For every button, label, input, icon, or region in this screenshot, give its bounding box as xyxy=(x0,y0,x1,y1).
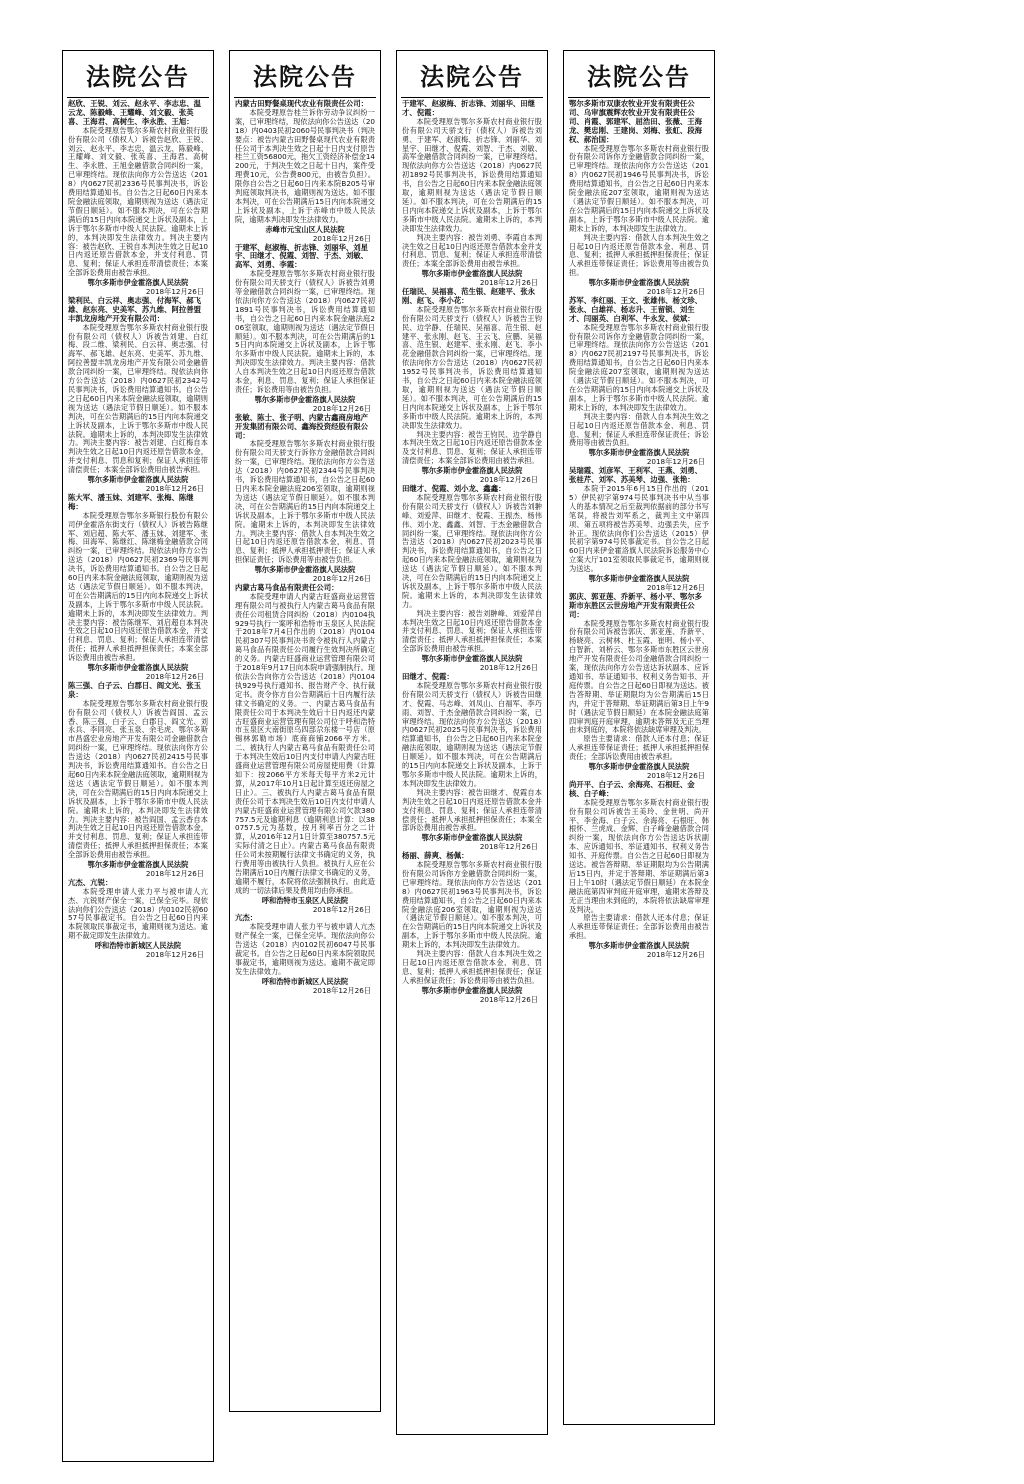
notice-paragraph: 本院受理原告鄂尔多斯农村商业银行股份有限公司天骄支行（债权人）诉被告刘翀峰、刘爱萍、田继才、倪霞、王振杰、杨伟伟、刘小龙、鑫鑫、刘智、于杰金融借款合同纠纷一案，已审理终结。现依法向你方公告送达（2018）内0627民初2023号民事判决书，诉讼费用结算通知书，自公告之日起60日内来本院金融法庭领取，逾期则视为送达（遇法定节假日顺延）。如不服本判决，可在公告期满后的15日内向本院递交上诉状及副本，上诉于鄂尔多斯市中级人民法院。逾期未上诉的，本判决即发生法律效力。 xyxy=(402,492,542,609)
notice-date: 2018年12月26日 xyxy=(145,672,204,681)
notice-date: 2018年12月26日 xyxy=(479,475,538,485)
notice-parties: 田继才、倪霞、刘小龙、鑫鑫： xyxy=(402,483,506,493)
court-notice xyxy=(569,297,709,467)
court-notice xyxy=(569,100,709,297)
notice-column-4 xyxy=(563,50,715,1425)
court-name: 呼和浩特市新城区人民法院 xyxy=(261,976,349,986)
notice-date: 2018年12月26日 xyxy=(312,233,371,243)
court-name: 鄂尔多斯市伊金霍洛旗人民法院 xyxy=(421,985,523,995)
court-notice xyxy=(569,467,709,593)
notice-date: 2018年12月26日 xyxy=(312,904,371,914)
court-name: 鄂尔多斯市伊金霍洛旗人民法院 xyxy=(421,833,523,843)
court-notice xyxy=(402,673,542,852)
court-notice xyxy=(235,414,375,584)
court-name: 鄂尔多斯市伊金霍洛旗人民法院 xyxy=(254,565,356,575)
court-name: 呼和浩特市新城区人民法院 xyxy=(94,941,182,951)
court-name: 呼和浩特市玉泉区人民法院 xyxy=(261,895,349,905)
court-name: 鄂尔多斯市伊金霍洛旗人民法院 xyxy=(588,941,690,951)
notice-date: 2018年12月26日 xyxy=(646,950,705,960)
notice-date: 2018年12月26日 xyxy=(145,483,204,493)
notice-parties: 内蒙古田野餐桌现代农业有限责任公司： xyxy=(235,99,369,108)
court-notice xyxy=(68,879,208,960)
notice-paragraph: 判决主要内容：借款人自本判决生效之日起10日内返还原告借款本金、利息、罚息、复利；抵押人承担抵押担保责任；保证人承担保证责任；诉讼费用等由被告负担。 xyxy=(402,949,542,985)
notice-paragraph: 本院受理原告鄂尔多斯农村商业银行股份有限公司天骄支行（债权人）诉被告刘勇、于建军、赵淑梅、折志锋、刘丽华、刘星宇、田继才、倪霞、刘智、于杰、刘敏、高军金融借款合同纠纷一案，已审理终结。现依法向你方公告送达（2018）内0627民初1892号民事判决书，诉讼费用结算通知书，自公告之日起60日内来本院金融法庭领取，逾期则视为送达（遇法定节假日顺延）。如不服本判决，可在公告期满后的15日内向本院递交上诉状及副本，上诉于鄂尔多斯市中级人民法院。逾期未上诉的，本判决即发生法律效力。 xyxy=(402,116,542,233)
notice-date: 2018年12月26日 xyxy=(646,287,705,297)
notice-parties: 任瑞民、吴福喜、范生银、赵建平、张永刚、赵飞、李小花： xyxy=(402,287,536,305)
notice-paragraph: 判决主要内容：被告田继才、倪霞自本判决生效之日起10日内返还原告借款本金并支付利息、罚息、复利；保证人承担连带清偿责任；抵押人承担抵押担保责任；本案全部诉讼费用由被告承担。 xyxy=(402,787,542,833)
notice-paragraph: 本院受理申请人张力平与被申请人亢杰财产保全一案，已保全完毕。现依法向你公告送达（2018）内0102民初6047号民事裁定书。自公告之日起60日内来本院领取民事裁定书，逾期则视为送达。逾期不裁定即发生法律效力。 xyxy=(235,922,375,976)
notice-parties: 内蒙古葛马食品有限责任公司： xyxy=(235,582,339,592)
notice-date: 2018年12月26日 xyxy=(145,950,204,960)
notice-paragraph: 本院受理原告鄂尔多斯农村商业银行股份有限公司诉你方金融借款合同纠纷一案，已审理终结。现依法向你方公告送达（2018）内0627民初1963号民事判决书，诉讼费用结算通知书，自公告之日起60日内来本院金融法庭206室领取，逾期则视为送达（遇法定节假日顺延）。如不服本判决，可在公告期满后的15日内向本院递交上诉状及副本，上诉于鄂尔多斯市中级人民法院。逾期未上诉的，本判决即发生法律效力。 xyxy=(402,860,542,950)
court-notice xyxy=(569,781,709,960)
court-notice xyxy=(68,494,208,682)
notice-parties: 亢杰、亢锐： xyxy=(68,877,113,887)
court-name: 赤峰市元宝山区人民法院 xyxy=(265,224,345,234)
notice-paragraph: 本院受理原告鄂尔多斯农村商业银行股份有限公司天骄支行诉你方金融借款合同纠纷一案，已审理终结。现依法向你方公告送达（2018）内0627民初2344号民事判决书，诉讼费用结算通知书，自公告之日起60日内来本院金融法庭206室领取，逾期则视为送达（遇法定节假日顺延）。如不服本判决，可在公告期满后的15日内向本院递交上诉状及副本，上诉于鄂尔多斯市中级人民法院。逾期未上诉的，本判决即发生法律效力。判决主要内容：借款人自本判决生效之日起10日内返还原告借款本金，利息、罚息、复利；抵押人承担抵押责任；保证人承担保证责任；诉讼费用等由被告负担。 xyxy=(235,439,375,565)
court-notice xyxy=(235,244,375,414)
notice-paragraph: 判决主要内容：借款人自本判决生效之日起10日内返还原告借款本金、利息、罚息、复利；保证人承担连带保证责任；诉讼费用等由被告负担。 xyxy=(569,411,709,448)
notice-date: 2018年12月26日 xyxy=(479,842,538,852)
court-notice xyxy=(402,100,542,288)
court-name: 鄂尔多斯市伊金霍洛旗人民法院 xyxy=(588,448,690,458)
notice-parties: 郭庆、郭亚莲、乔新平、杨小平、鄂尔多斯市东胜区云世房地产开发有限责任公司： xyxy=(569,591,703,619)
court-notice xyxy=(235,584,375,915)
court-name: 鄂尔多斯市伊金霍洛旗人民法院 xyxy=(87,475,189,485)
notice-paragraph: 本院受理申请人内蒙古旺盛商业运营管理有限公司与被执行人内蒙古葛马食品有限责任公司租赁合同纠纷（2018）内0104执929号执行一案呼和浩特市玉泉区人民法院于2018年7月4日作出的（2018）内0104民初307号民事判决书责令被执行人内蒙古葛马食品有限责任公司履行生效判决所确定的义务。内蒙古旺盛商业运营管理有限公司于2018年9月17日向本院申请强制执行。现依法公告向你方公告送达（2018）内0104执929号执行通知书、报告财产令、执行裁定书。责令你方自公告期满后十日内履行法律文书确定的义务。一、内蒙古葛马食品有限责任公司于本判决生效后十日内返还内蒙古旺盛商业运营管理有限公司位于呼和浩特市玉泉区大南街原乌四部尕东楼一号店（原锡林郭勒市场）底商商铺2066平方米。二、被执行人内蒙古葛马食品有限责任公司于本判决生效后10日内支付申请人内蒙古旺盛商业运营管理有限公司房屋使用费（计算如下：按2066平方米每天每平方米2元计算，从2017年10月1日起计算至返还房屋之日止）。三、被执行人内蒙古葛马食品有限责任公司于本判决生效后10日内支付申请人内蒙古旺盛商业运营管理有限公司欠款380757.5元及逾期利息（逾期利息计算：以380757.5元为基数，按月利率百分之二计算，从2016年12月1日计算至380757.5元实际付清之日止）。内蒙古葛马食品有限责任公司未按期履行法律文书确定的义务，执行费用等由被执行人负担。被执行人应在公告期满后10日内履行法律文书确定的义务，逾期不履行，本院将依法强制执行。由此造成的一切法律后果及费用均由你承担。 xyxy=(235,591,375,895)
column-title: 法院公告 xyxy=(401,51,543,98)
notice-paragraph: 判决主要内容：借款人自本判决生效之日起10日内返还原告借款本金、利息、罚息、复利；抵押人承担抵押担保责任；保证人承担连带保证责任；诉讼费用等由被告负担。 xyxy=(569,232,709,278)
notice-paragraph: 本院于2015年6月15日作出的（2015）伊民初字第974号民事判决书中从当事人的基本情况之后至裁判依据前的部分书写笔误，将被告刘军系之，裁判主文中第四项、第五项将被告苏美琴、边强丢失，应予补正。现依法向你们公告送达（2015）伊民初字第974号民事裁定书。自公告之日起60日内来伊金霍洛旗人民法院诉讼服务中心立案大厅101室领取民事裁定书，逾期则视为送达。 xyxy=(569,483,709,574)
column-body xyxy=(230,98,380,1000)
court-notice xyxy=(68,297,208,494)
court-notice xyxy=(402,288,542,485)
court-name: 鄂尔多斯市伊金霍洛旗人民法院 xyxy=(421,269,523,279)
notice-paragraph: 判决主要内容：被告刘翀峰、刘爱萍自本判决生效之日起10日内返还原告借款本金并支付利息、罚息、复利；保证人承担连带清偿责任；抵押人承担抵押担保责任；本案全部诉讼费用由被告承担。 xyxy=(402,608,542,654)
notice-paragraph: 本院受理原告鄂尔多斯农村商业银行股份有限公司诉你方金融借款合同纠纷一案，已审理终结。现依法向你方公告送达（2018）内0627民初1946号民事判决书，诉讼费用结算通知书，自公告之日起60日内来本院金融法庭207室领取，逾期则视为送达（遇法定节假日顺延）。如不服本判决，可在公告期满后的15日内向本院递交上诉状及副本，上诉于鄂尔多斯市中级人民法院。逾期未上诉的，本判决即发生法律效力。 xyxy=(569,143,709,233)
notice-parties: 于建军、赵淑梅、折志锋、刘丽华、田继才、倪霞： xyxy=(402,99,536,117)
notice-paragraph: 判决主要内容：被告王钧民、边学静自本判决生效之日起10日内返还原告借款本金及支付利息、罚息、复利；保证人承担连带清偿责任；本案全部诉讼费用由被告承担。 xyxy=(402,429,542,466)
notice-parties: 苏军、李红丽、王文、张雄伟、杨文珍、张永、白雄祥、杨志升、王留锁、刘生才、闫丽英、白利军、牛永发、侯斌： xyxy=(569,295,703,323)
column-body xyxy=(63,98,213,964)
court-name: 鄂尔多斯市伊金霍洛旗人民法院 xyxy=(87,278,189,288)
notice-date: 2018年12月26日 xyxy=(646,457,705,467)
notice-paragraph: 原告主要请求：借款人还本付息；保证人承担连带保证责任；抵押人承担抵押担保责任；全部诉讼费用由被告承担。 xyxy=(569,734,709,762)
notice-date: 2018年12月26日 xyxy=(145,868,204,878)
court-name: 鄂尔多斯市伊金霍洛旗人民法院 xyxy=(588,574,690,584)
court-notice xyxy=(235,914,375,995)
court-notice xyxy=(68,100,208,297)
notice-parties: 鄂尔多斯市双康农牧业开发有限责任公司、乌审旗震辉农牧业开发有限责任公司、肖霞、郭建军、屈浩田、张薇、王海龙、樊忠刚、王建岗、刘梅、张虹、段海权、郝治国： xyxy=(569,99,703,144)
notice-parties: 亢杰： xyxy=(235,913,258,923)
column-body xyxy=(564,98,714,964)
notice-paragraph: 本院受理原告鄂尔多斯农村商业银行股份有限公司（债权人）诉被告赵欣、王锐、刘云、赵永平、李志忠、温云龙、陈毅峰、王耀峰、刘文毅、张英喜、王海君、高树生、李永胜、王旭金融借款合同纠纷一案，已审理终结。现依法向你方公告送达（2018）内0627民初2336号民事判决书，诉讼费用结算通知书。自公告之日起60日内来本院金融法庭领取，逾期则视为送达（遇法定节假日顺延）。如不服本判决，可在公告期满后的15日内向本院递交上诉状及副本，上诉于鄂尔多斯市中级人民法院。逾期未上诉的，本判决即发生法律效力。判决主要内容：被告赵欣、王锐自本判决生效之日起10日内返还原告借款本金，并支付利息、罚息、复利；保证人承担连带清偿责任；本案全部诉讼费用由被告承担。 xyxy=(68,125,208,278)
notice-column-3 xyxy=(396,50,548,1435)
notice-paragraph: 本院受理原告鄂尔多斯农村商业银行股份有限公司诉你方金融借款合同纠纷一案，已审理终结。现依法向你方公告送达（2018）内0627民初2197号民事判决书，诉讼费用结算通知书，自公告之日起60日内来本院金融法庭207室领取，逾期则视为送达（遇法定节假日顺延）。如不服本判决，可在公告期满后的15日内向本院递交上诉状及副本，上诉于鄂尔多斯市中级人民法院。逾期未上诉的，本判决即发生法律效力。 xyxy=(569,322,709,412)
notice-paragraph: 本院受理原告鄂尔多斯农村商业银行股份有限公司诉被告郭庆、郭亚莲、乔新平、杨晓亮、云树林、杜玉霞、崔明、杨小平、白智新、刘桥云、鄂尔多斯市东胜区云世房地产开发有限责任公司金融借款合同纠纷一案，现依法向你方公告送达诉状副本、应诉通知书、举证通知书、权利义务告知书、开庭传票。自公告之日起60日即视为送达。被告答辩期、举证期限均为公告期满后15日内，并定于答辩期、举证期满后第3日上午9时（遇法定节假日顺延）在本院金融法庭第四审判庭开庭审理，逾期未答辩及无正当理由未到庭的，本院将依法缺席审理及判决。 xyxy=(569,618,709,735)
notice-parties: 梁利民、白云祥、奥志强、付海军、郝飞雄、赵东亮、史美军、苏九维、阿拉善盟丰凯龙房地产开发有限公司： xyxy=(68,295,202,323)
notice-column-2 xyxy=(229,50,381,1412)
court-name: 鄂尔多斯市伊金霍洛旗人民法院 xyxy=(588,278,690,288)
notice-parties: 陈大军、潘玉妹、刘建军、张梅、陈继梅： xyxy=(68,492,194,511)
notice-paragraph: 本院受理原告鄂尔多斯银行股份有限公司伊金霍洛东街支行（债权人）诉被告陈继军、刘启超、陈大军、潘玉妹、刘建军、张梅、田海军、陈继红、陈继梅金融借款合同纠纷一案，已审理终结。现依法向你方公告送达（2018）内0627民初2369号民事判决书，诉讼费用结算通知书。自公告之日起60日内来本院金融法庭领取，逾期则视为送达（遇法定节假日顺延）。如不服本判决，可在公告期满后的15日内向本院递交上诉状及副本，上诉于鄂尔多斯市中级人民法院。逾期未上诉的，本判决即发生法律效力。判决主要内容：被告陈继军、刘启超自本判决生效之日起10日内返还原告借款本金，并支付利息、罚息、复利；保证人承担连带清偿责任；抵押人承担抵押担保责任；本案全部诉讼费用由被告承担。 xyxy=(68,510,208,663)
court-name: 鄂尔多斯市伊金霍洛旗人民法院 xyxy=(421,654,523,664)
court-notice xyxy=(402,485,542,673)
court-notice xyxy=(68,682,208,879)
notice-date: 2018年12月26日 xyxy=(646,770,705,780)
notice-paragraph: 本院受理原告鄂尔多斯农村商业银行股份有限公司天骄支行（债权人）诉被告刘勇等金融借款合同纠纷一案，已审理终结。现依法向你方公告送达（2018）内0627民初1891号民事判决书，诉讼费用结算通知书，自公告之日起60日内来本院金融法庭206室领取，逾期则视为送达（遇法定节假日顺延）。如不服本判决，可在公告期满后的15日内向本院递交上诉状及副本，上诉于鄂尔多斯市中级人民法院。逾期未上诉的，本判决即发生法律效力。判决主要内容：借款人自本判决生效之日起10日内返还原告借款本金，利息、罚息、复利；保证人承担保证责任；诉讼费用等由被告负担。 xyxy=(235,269,375,394)
column-title: 法院公告 xyxy=(568,51,710,98)
court-name: 鄂尔多斯市伊金霍洛旗人民法院 xyxy=(87,663,189,673)
court-name: 鄂尔多斯市伊金霍洛旗人民法院 xyxy=(87,860,189,870)
notice-parties: 杨丽、薛爽、杨佩： xyxy=(402,851,469,861)
notice-date: 2018年12月26日 xyxy=(646,582,705,592)
notice-paragraph: 本院受理原告鄂尔多斯农村商业银行股份有限公司（债权人）诉被告刘建、白红梅、段二维、梁利民、白云祥、奥志强、付海军、郝飞雄、赵东亮、史美军、苏九维、阿拉善盟丰凯龙房地产开发有限公司金融借款合同纠纷一案，已审理终结。现依法向你方公告送达（2018）内0627民初2342号民事判决书，诉讼费用结算通知书。自公告之日起60日内来本院金融法庭领取，逾期则视为送达（遇法定节假日顺延）。如不服本判决，可在公告期满后的15日内向本院递交上诉状及副本，上诉于鄂尔多斯市中级人民法院。逾期未上诉的，本判决即发生法律效力。判决主要内容：被告刘建、白红梅自本判决生效之日起10日内返还原告借款本金，并支付利息、罚息和复利；保证人承担连带清偿责任；本案全部诉讼费用由被告承担。 xyxy=(68,322,208,475)
column-title: 法院公告 xyxy=(234,51,376,98)
notice-date: 2018年12月26日 xyxy=(312,403,371,413)
notice-date: 2018年12月26日 xyxy=(479,278,538,288)
column-body xyxy=(397,98,547,1009)
notice-paragraph: 判决主要内容：被告刘勇、李霞自本判决生效之日起10日内返还原告借款本金并支付利息、罚息、复利；保证人承担连带清偿责任；本案全部诉讼费用由被告承担。 xyxy=(402,232,542,269)
notice-parties: 于建军、赵淑梅、折志锋、刘丽华、刘星宇、田继才、倪霞、刘智、于杰、刘敏、高军、刘勇、李霞： xyxy=(235,242,369,270)
notice-paragraph: 本院受理原告桂兰诉你劳动争议纠纷一案，已审理终结，现依法向你公告送达（2018）内0403民初2060号民事判决书（判决要点：被告内蒙古田野餐桌现代农业有限责任公司于本判决生效之日起十日内支付原告桂兰工资56800元，拖欠工资经济补偿金14200元，于判决生效之日起十日内，案件受理费10元，公告费800元，由被告负担）。限你自公告之日起60日内来本院B205号审判庭领取判决书，逾期则视为送达。如不服本判决，可在公告期满后15日内向本院递交上诉状及副本，上诉于赤峰市中级人民法院，逾期本判决即发生法律效力。 xyxy=(235,107,375,224)
notice-parties: 尚开平、白子云、余海亮、石根旺、金核、白子峰： xyxy=(569,779,695,798)
court-notice xyxy=(402,852,542,1004)
notice-date: 2018年12月26日 xyxy=(312,985,371,995)
notice-date: 2018年12月26日 xyxy=(312,574,371,584)
notice-paragraph: 本院受理原告鄂尔多斯农村商业银行股份有限公司（债权人）诉被告阎国、孟云香、陈三强、白子云、白郡日、阎文光、刘永兵、李同亮、张玉泉、余毛虎、鄂尔多斯市昌盛宏业房地产开发有限公司金融借款合同纠纷一案，已审理终结。现依法向你方公告送达（2018）内0627民初2415号民事判决书，诉讼费用结算通知书。自公告之日起60日内来本院金融法庭领取，逾期则视为送达（遇法定节假日顺延）。如不服本判决，可在公告期满后的15日内向本院递交上诉状及副本，上诉于鄂尔多斯市中级人民法院。逾期未上诉的，本判决即发生法律效力。判决主要内容：被告阎国、孟云香自本判决生效之日起10日内返还原告借款本金，并支付利息、罚息、复利；保证人承担连带清偿责任；抵押人承担抵押担保责任；本案全部诉讼费用由被告承担。 xyxy=(68,698,208,860)
notice-paragraph: 原告主要请求：借款人还本付息；保证人承担连带保证责任；全部诉讼费用由被告承担。 xyxy=(569,913,709,941)
notice-parties: 陈三强、白子云、白郡日、阎文光、张玉泉： xyxy=(68,680,202,699)
notice-date: 2018年12月26日 xyxy=(479,663,538,673)
notice-parties: 吴瑞霞、刘彦军、王利军、王燕、刘勇、张桂芹、刘军、苏美琴、边强、张艳： xyxy=(569,466,703,485)
court-notice xyxy=(235,100,375,244)
court-name: 鄂尔多斯市伊金霍洛旗人民法院 xyxy=(254,394,356,404)
court-notice xyxy=(569,593,709,781)
notice-parties: 赵欣、王锐、刘云、赵永平、李志忠、温云龙、陈毅峰、王耀峰、刘文毅、张英喜、王海君、高树生、李永胜、王旭： xyxy=(68,99,202,126)
notice-paragraph: 本院受理原告鄂尔多斯农村商业银行股份有限公司天骄支行（债权人）诉被告田继才、倪霞、马志峰、刘凤山、白福军、李巧雨、刘智、于杰金融借款合同纠纷一案，已审理终结。现依法向你方公告送达（2018）内0627民初2025号民事判决书，诉讼费用结算通知书，自公告之日起60日内来本院金融法庭领取，逾期则视为送达（遇法定节假日顺延）。如不服本判决，可在公告期满后的15日内向本院递交上诉状及副本，上诉于鄂尔多斯市中级人民法院。逾期未上诉的，本判决即发生法律效力。 xyxy=(402,680,542,788)
column-title: 法院公告 xyxy=(67,51,209,98)
notice-date: 2018年12月26日 xyxy=(145,287,204,297)
court-name: 鄂尔多斯市伊金霍洛旗人民法院 xyxy=(421,466,523,476)
notice-column-1 xyxy=(62,50,214,1462)
notice-paragraph: 本院受理原告鄂尔多斯农村商业银行股份有限公司天骄支行（债权人）诉被告王钧民、边学静、任瑞民、吴福喜、范生银、赵建平、张永刚、赵飞、王云飞、应鹏、吴福喜、范生银、赵建军、张永刚、赵飞、李小花金融借款合同纠纷一案，已审理终结。现依法向你方公告送达（2018）内0627民初1952号民事判决书，诉讼费用结算通知书，自公告之日起60日内来本院金融法庭领取，逾期则视为送达（遇法定节假日顺延）。如不服本判决，可在公告期满后的15日内向本院递交上诉状及副本，上诉于鄂尔多斯市中级人民法院。逾期未上诉的，本判决即发生法律效力。 xyxy=(402,304,542,430)
notice-parties: 田继才、倪霞： xyxy=(402,672,454,681)
court-name: 鄂尔多斯市伊金霍洛旗人民法院 xyxy=(588,762,690,772)
notice-date: 2018年12月26日 xyxy=(479,994,538,1004)
notice-paragraph: 本院受理原告鄂尔多斯农村商业银行股份有限公司诉被告王美玲、金世明、尚开平、李金海、白子云、余海亮、石根旺、韩根怀、兰虎成、金辉、白子峰金融借款合同纠纷一案，现依法向你方公告送达诉状副本、应诉通知书、举证通知书、权利义务告知书、开庭传票。自公告之日起60日即视为送达。被告答辩期、举证期限均为公告期满后15日内，并定于答辩期、举证期满后第3日上午10时（遇法定节假日顺延）在本院金融法庭第四审判庭开庭审理，逾期未答辩及无正当理由未到庭的，本院将依法缺席审理及判决。 xyxy=(569,797,709,914)
notice-paragraph: 本院受理申请人张力平与被申请人亢杰、亢锐财产保全一案，已保全完毕。现依法向你们公告送达（2018）内0102民初6057号民事裁定书。自公告之日起60日内来本院领取民事裁定书，逾期则视为送达。逾期不裁定即发生法律效力。 xyxy=(68,886,208,941)
notice-parties: 张敏、陈士、张子明、内蒙古鑫商房地产开发集团有限公司、鑫海投资经股有限公司： xyxy=(235,412,369,440)
